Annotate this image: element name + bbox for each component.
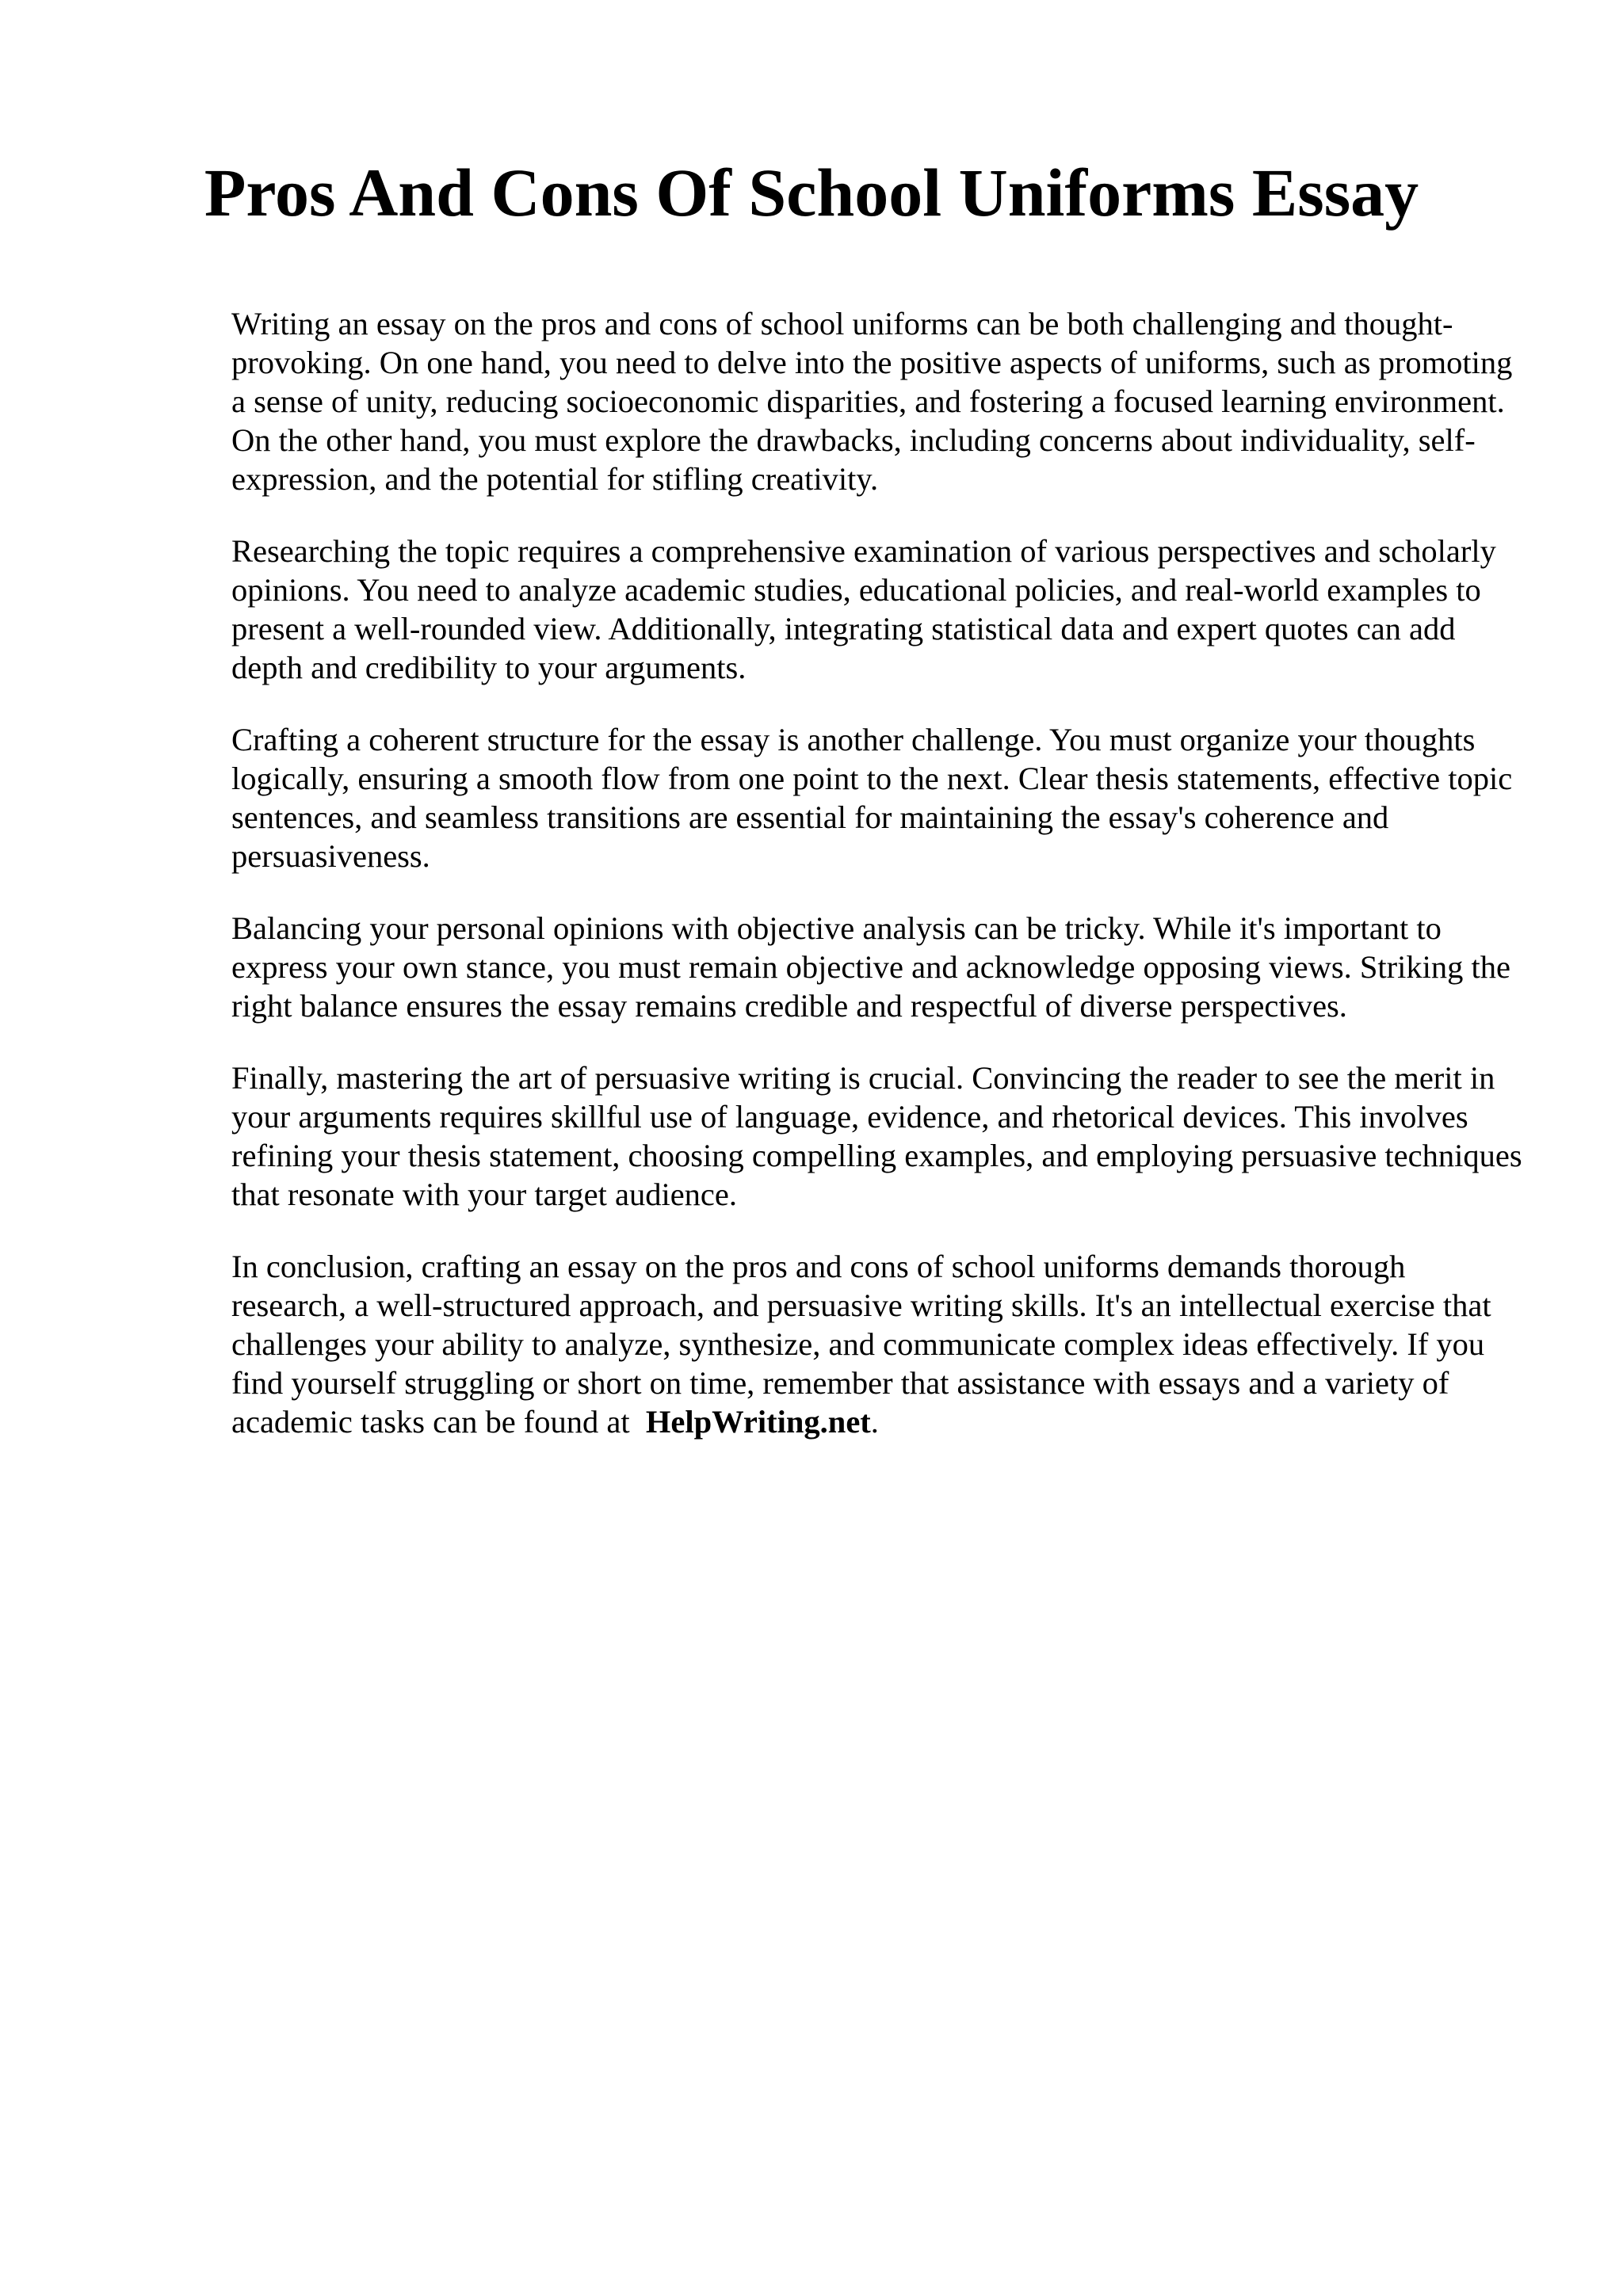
helpwriting-link[interactable]: HelpWriting.net <box>645 1404 871 1440</box>
paragraph-conclusion <box>231 1247 1528 1441</box>
document-title: Pros And Cons Of School Uniforms Essay <box>204 154 1419 231</box>
paragraph-research: Researching the topic requires a comprehensive examination of various perspectives and scholarly opinions. You need to analyze academic studies, educational policies, and real-world examples to present a well-rounded view. Additionally, integrating statistical data and expert quotes can add depth and credibility to your arguments. <box>231 533 1496 685</box>
paragraph-structure: Crafting a coherent structure for the essay is another challenge. You must organize your thoughts logically, ensuring a smooth flow from one point to the next. Clear thesis statements, effective topic sentences, and seamless transitions are essential for maintaining the essay's coherence and persuasiveness. <box>231 722 1513 874</box>
conclusion-text: In conclusion, crafting an essay on the pros and cons of school uniforms demands thorough research, a well-structured approach, and persuasive writing skills. It's an intellectual exercise that challenges your ability to analyze, synthesize, and communicate complex ideas effectively. If you find yourself struggling or short on time, remember that assistance with essays and a variety of academic tasks can be found at <box>231 1249 1491 1440</box>
paragraph-persuasion: Finally, mastering the art of persuasive writing is crucial. Convincing the reader to see the merit in your arguments requires skillful use of language, evidence, and rhetorical devices. This involves refining your thesis statement, choosing compelling examples, and employing persuasive techniques that resonate with your target audience. <box>231 1060 1522 1212</box>
document-body <box>231 304 1528 1474</box>
conclusion-period: . <box>870 1404 879 1440</box>
paragraph-balance: Balancing your personal opinions with objective analysis can be tricky. While it's important to express your own stance, you must remain objective and acknowledge opposing views. Striking the right balance ensures the essay remains credible and respectful of diverse perspectives. <box>231 910 1511 1024</box>
paragraph-intro: Writing an essay on the pros and cons of school uniforms can be both challenging and thought-provoking. On one hand, you need to delve into the positive aspects of uniforms, such as promoting a sense of unity, reducing socioeconomic disparities, and fostering a focused learning environment. On the other hand, you must explore the drawbacks, including concerns about individuality, self-expression, and the potential for stifling creativity. <box>231 306 1513 497</box>
